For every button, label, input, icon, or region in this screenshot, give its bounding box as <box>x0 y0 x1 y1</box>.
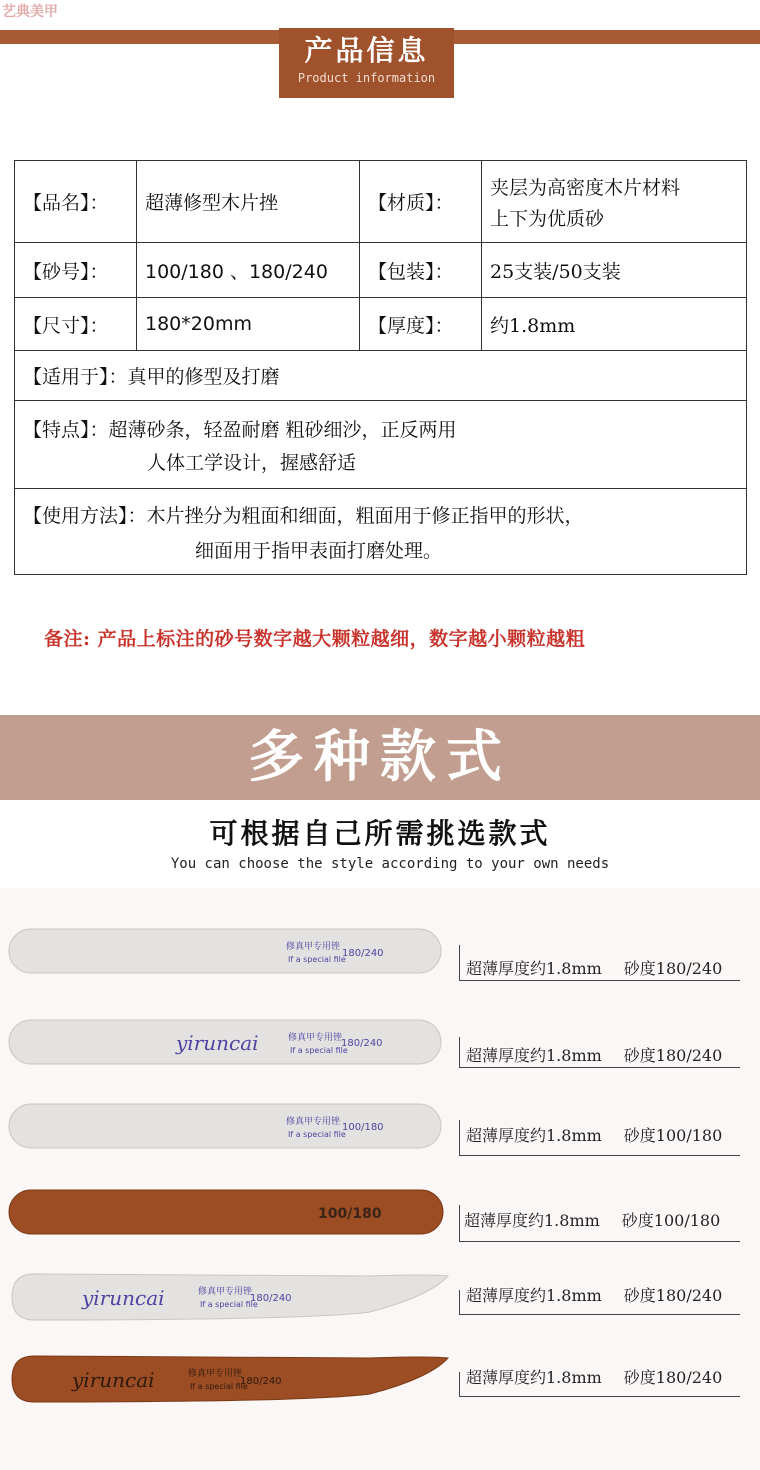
variant-thickness: 超薄厚度约1.8mm <box>466 1286 602 1305</box>
table-row <box>15 401 747 489</box>
variant-grit: 砂度100/180 <box>621 1211 721 1230</box>
file-print-text: If a special file <box>190 1382 248 1391</box>
file-print-text: 修真甲专用锉 <box>286 1117 341 1127</box>
table-row <box>15 489 747 575</box>
file-print-text: 100/180 <box>342 1122 384 1133</box>
feature-line2: 人体工学设计，握感舒适 <box>147 451 357 474</box>
variant-spec-3 <box>466 1123 722 1146</box>
name-value: 超薄修型木片挫 <box>137 161 360 243</box>
material-line2: 上下为优质砂 <box>490 207 605 230</box>
nail-file-5 <box>10 1272 450 1322</box>
thick-value: 约1.8mm <box>482 298 747 351</box>
file-print-text: yiruncai <box>82 1286 165 1310</box>
variant-grit: 砂度180/240 <box>623 959 723 978</box>
usage-line1: 木片挫分为粗面和细面，粗面用于修正指甲的形状， <box>146 504 584 527</box>
file-print-text: 180/240 <box>342 948 384 959</box>
variant-thickness: 超薄厚度约1.8mm <box>464 1211 600 1230</box>
apply-cell <box>15 351 747 401</box>
note: 备注: 产品上标注的砂号数字越大颗粒越细，数字越小颗粒越粗 <box>44 628 586 650</box>
variant-thickness: 超薄厚度约1.8mm <box>466 1126 602 1145</box>
product-info-table <box>14 160 747 575</box>
styles-banner <box>0 715 760 800</box>
apply-value: 真甲的修型及打磨 <box>127 366 280 388</box>
section-title-zh: 产品信息 <box>304 34 429 67</box>
subtitle-zh: 可根据自己所需挑选款式 <box>209 817 551 850</box>
file-print-text: 修真甲专用锉 <box>198 1287 253 1297</box>
variant-grit: 砂度180/240 <box>623 1286 723 1305</box>
pack-label: 【包装】： <box>360 243 482 298</box>
variant-grit: 砂度180/240 <box>623 1368 723 1387</box>
feature-cell <box>15 401 747 489</box>
file-print-text: 修真甲专用锉 <box>188 1369 243 1379</box>
usage-label: 【使用方法】： <box>23 504 147 527</box>
thick-label: 【厚度】： <box>360 298 482 351</box>
nail-file-6 <box>10 1354 450 1404</box>
section-title <box>279 28 454 98</box>
watermark: 艺典美甲 <box>2 4 58 20</box>
nail-file-2 <box>8 1018 442 1066</box>
file-print-text: If a special file <box>288 1130 346 1139</box>
file-print-text: If a special file <box>200 1300 258 1309</box>
nail-file-body <box>12 1274 448 1320</box>
name-label: 【品名】： <box>15 161 137 243</box>
table-row <box>15 351 747 401</box>
material-line1: 夹层为高密度木片材料 <box>490 176 681 199</box>
banner-title: 多种款式 <box>248 724 512 790</box>
nail-file-4 <box>8 1188 444 1236</box>
file-print-text: 100/180 <box>318 1206 382 1222</box>
section-title-en: Product information <box>297 71 436 85</box>
grit-value: 100/180 、180/240 <box>137 243 360 298</box>
table-row <box>15 298 747 351</box>
variant-spec-5 <box>466 1283 722 1306</box>
size-value: 180*20mm <box>137 298 360 351</box>
variant-thickness: 超薄厚度约1.8mm <box>466 959 602 978</box>
table-row <box>15 161 747 243</box>
variant-grit: 砂度180/240 <box>623 1046 723 1065</box>
variant-grit: 砂度100/180 <box>623 1126 723 1145</box>
usage-cell <box>15 489 747 575</box>
file-print-text: If a special file <box>288 955 346 964</box>
apply-label: 【适用于】： <box>23 366 128 388</box>
feature-label: 【特点】： <box>23 418 109 441</box>
nail-file-3 <box>8 1102 442 1150</box>
variant-spec-1 <box>466 956 722 979</box>
nail-file-1 <box>8 927 442 975</box>
material-label: 【材质】： <box>360 161 482 243</box>
feature-line1: 超薄砂条，轻盈耐磨 粗砂细沙，正反两用 <box>108 418 457 441</box>
material-value <box>482 161 747 243</box>
variant-spec-2 <box>466 1043 722 1066</box>
size-label: 【尺寸】： <box>15 298 137 351</box>
file-print-text: 180/240 <box>341 1038 383 1049</box>
pack-value: 25支装/50支装 <box>482 243 747 298</box>
variant-spec-6 <box>466 1365 722 1388</box>
grit-label: 【砂号】： <box>15 243 137 298</box>
file-print-text: 修真甲专用锉 <box>288 1033 343 1043</box>
variant-thickness: 超薄厚度约1.8mm <box>466 1046 602 1065</box>
variant-spec-4 <box>464 1208 720 1231</box>
file-print-text: yiruncai <box>176 1031 259 1055</box>
file-print-text: 180/240 <box>250 1293 292 1304</box>
table-row <box>15 243 747 298</box>
file-print-text: 修真甲专用锉 <box>286 942 341 952</box>
file-print-text: yiruncai <box>72 1368 155 1392</box>
usage-line2: 细面用于指甲表面打磨处理。 <box>195 539 443 562</box>
subtitle-en: You can choose the style according to your own needs <box>170 856 610 872</box>
file-print-text: 180/240 <box>240 1376 282 1387</box>
file-print-text: If a special file <box>290 1046 348 1055</box>
variant-thickness: 超薄厚度约1.8mm <box>466 1368 602 1387</box>
